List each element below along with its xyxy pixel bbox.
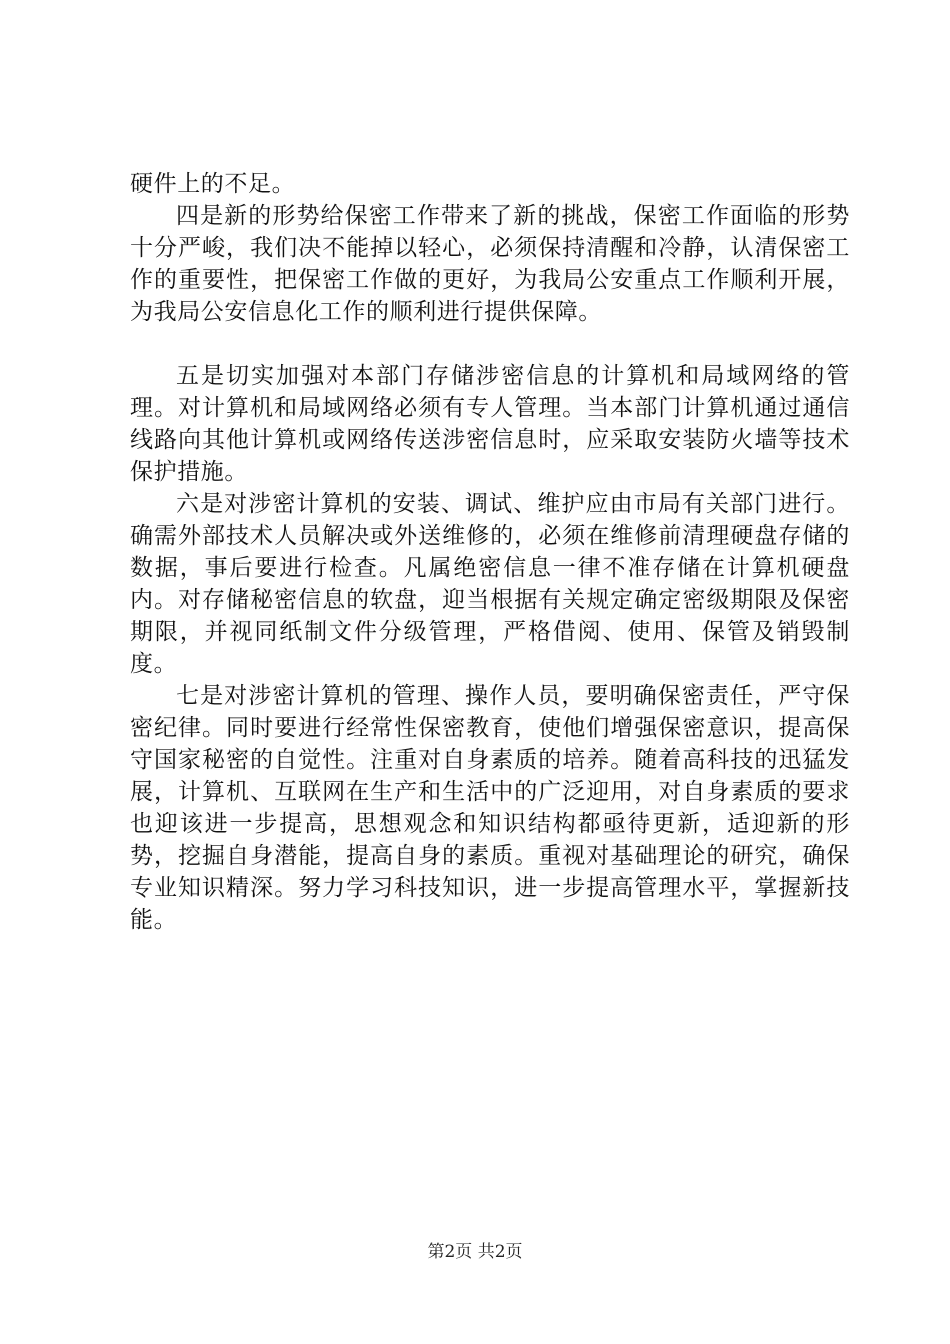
page-footer: 第2页 共2页 [427,1242,523,1262]
paragraph-six: 六是对涉密计算机的安装、调试、维护应由市局有关部门进行。确需外部技术人员解决或外送维修的，必须在维修前清理硬盘存储的数据，事后要进行检查。凡属绝密信息一律不准存储在计算机硬盘内。对存储秘密信息的软盘，迎当根据有关规定确定密级期限及保密期限，并视同纸制文件分级管理，严格借阅、使用、保管及销毁制度。 [130,491,850,677]
paragraph-four: 四是新的形势给保密工作带来了新的挑战，保密工作面临的形势十分严峻，我们决不能掉以轻心，必须保持清醒和冷静，认清保密工作的重要性，把保密工作做的更好，为我局公安重点工作顺利开展，为我局公安信息化工作的顺利进行提供保障。 [130,203,850,325]
paragraph-five: 五是切实加强对本部门存储涉密信息的计算机和局域网络的管理。对计算机和局域网络必须有专人管理。当本部门计算机通过通信线路向其他计算机或网络传送涉密信息时，应采取安装防火墙等技术保护措施。 [130,363,850,485]
document-body [130,168,850,936]
paragraph-seven: 七是对涉密计算机的管理、操作人员，要明确保密责任，严守保密纪律。同时要进行经常性保密教育，使他们增强保密意识，提高保守国家秘密的自觉性。注重对自身素质的培养。随着高科技的迅猛发展，计算机、互联网在生产和生活中的广泛迎用，对自身素质的要求也迎该进一步提高，思想观念和知识结构都亟待更新，适迎新的形势，挖掘自身潜能，提高自身的素质。重视对基础理论的研究，确保专业知识精深。努力学习科技知识，进一步提高管理水平，掌握新技能。 [130,683,850,933]
paragraph-continuation: 硬件上的不足。 [130,171,296,197]
